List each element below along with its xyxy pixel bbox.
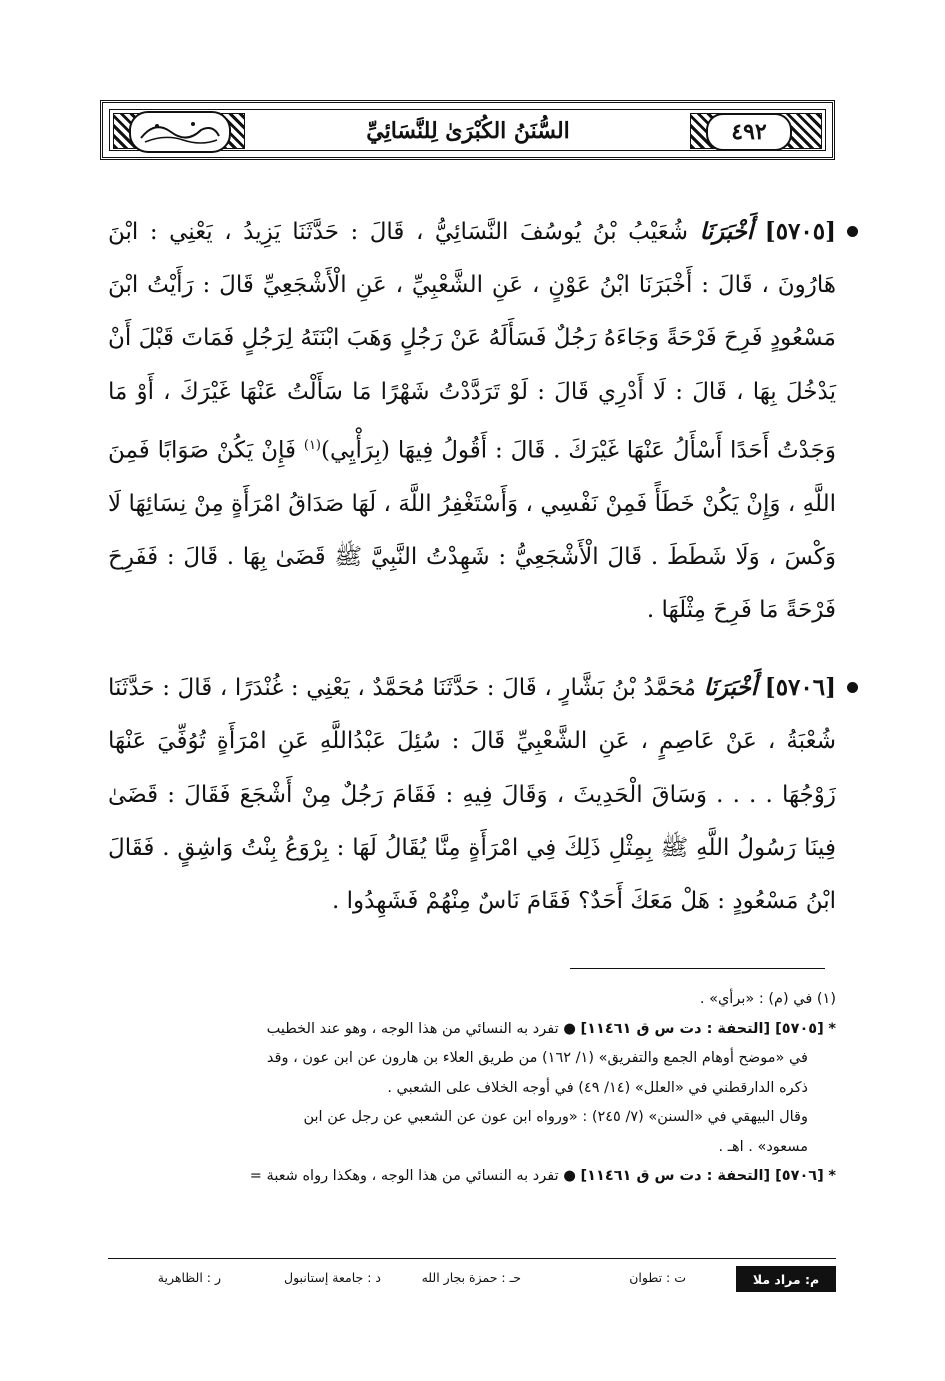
- tahqiq-5706-line1: [108, 1162, 836, 1192]
- footnotes: [108, 985, 836, 1192]
- main-text: [108, 205, 836, 928]
- hadith-text: شُعَيْبُ بْنُ يُوسُفَ النَّسَائِيُّ ، قَالَ : حَدَّثَنَا يَزِيدُ ، يَعْنِي : ابْنَ هَارُونَ ، قَالَ : أَخْبَرَنَا ابْنُ عَوْنٍ ، عَنِ الشَّعْبِيِّ ، عَنِ الْأَشْجَعِيِّ قَالَ : رَأَيْتُ ابْنَ مَسْعُودٍ فَرِحَ فَرْحَةً وَجَاءَهُ رَجُلٌ فَسَأَلَهُ عَنْ رَجُلٍ وَهَبَ ابْنَتَهُ لِرَجُلٍ فَمَاتَ قَبْلَ أَنْ يَدْخُلَ بِهَا ، قَالَ : لَا أَدْرِي قَالَ : لَوْ تَرَدَّدْتُ شَهْرًا مَا سَأَلْتُ عَنْهَا غَيْرَكَ ، أَوْ مَا وَجَدْتُ أَحَدًا أَسْأَلُ عَنْهَا غَيْرَكَ . قَالَ : أَقُولُ فِيهَا (بِرَأْيِي): [108, 219, 837, 464]
- legend-separator: [108, 1258, 836, 1259]
- hadith-number: [٥٧٠٦]: [764, 674, 836, 702]
- hadith-text: مُحَمَّدُ بْنُ بَشَّارٍ ، قَالَ : حَدَّثَنَا مُحَمَّدٌ ، يَعْنِي : غُنْدَرًا ، قَالَ : حَدَّثَنَا شُعْبَةُ ، عَنْ عَاصِمٍ ، عَنِ الشَّعْبِيِّ قَالَ : سُئِلَ عَبْدُاللَّهِ عَنِ امْرَأَةٍ تُوُفِّيَ عَنْهَا زَوْجُهَا . . . . وَسَاقَ الْحَدِيثَ ، وَقَالَ فِيهِ : فَقَامَ رَجُلٌ مِنْ أَشْجَعَ فَقَالَ : قَضَىٰ فِينَا رَسُولُ اللَّهِ ﷺ بِمِثْلِ ذَلِكَ فِي امْرَأَةٍ مِنَّا يُقَالُ لَهَا : بِرْوَعُ بِنْتُ وَاشِقٍ . فَقَالَ ابْنُ مَسْعُودٍ : هَلْ مَعَكَ أَحَدٌ؟ فَقَامَ نَاسٌ مِنْهُمْ فَشَهِدُوا .: [108, 675, 836, 915]
- tahqiq-5705-line1: [108, 1015, 836, 1045]
- legend-hamza: حـ : حمزة بجار الله: [421, 1270, 521, 1285]
- tahqiq-ref: [٥٧٠٥] [التحفة : دت س ق ١١٤٦١]: [580, 1020, 824, 1037]
- manuscript-legend: [108, 1266, 836, 1292]
- legend-zahiriyya: ر : الظاهرية: [157, 1270, 221, 1285]
- legend-tetouan: ت : تطوان: [629, 1270, 686, 1285]
- book-title: السُّنَنُ الكُبْرَىٰ لِلنَّسَائِيِّ: [366, 118, 570, 144]
- tahqiq-text: ● تفرد به النسائي من هذا الوجه ، وهو عند الخطيب: [266, 1020, 576, 1037]
- bullet-icon: [847, 226, 858, 237]
- akhbarana-word: أَخْبَرَنَا: [703, 674, 758, 702]
- variant-footnote: (١) في (م) : «برأي» .: [699, 991, 836, 1007]
- hadith-number: [٥٧٠٥]: [764, 218, 836, 245]
- tahqiq-5705-line2: في «موضح أوهام الجمع والتفريق» (١/ ١٦٢) من طريق العلاء بن هارون عن ابن عون ، وقد: [266, 1050, 808, 1066]
- footnote-separator: [570, 968, 825, 969]
- star-icon: *: [828, 1020, 836, 1037]
- hadith-5706: [108, 661, 836, 928]
- star-icon: *: [828, 1168, 836, 1184]
- akhbarana-word: أَخْبَرَنَا: [699, 218, 754, 245]
- tahqiq-5705-line5: مسعود» . اهـ .: [718, 1138, 808, 1155]
- book-emblem-icon: [129, 111, 231, 153]
- footnote-marker: (١): [303, 437, 321, 453]
- tahqiq-text: ● تفرد به النسائي من هذا الوجه ، وهكذا رواه شعبة =: [249, 1168, 576, 1184]
- bullet-icon: [847, 682, 858, 693]
- page-number: ٤٩٢: [706, 113, 792, 151]
- tahqiq-ref: [٥٧٠٦] [التحفة : دت س ق ١١٤٦١]: [580, 1168, 824, 1184]
- page-header: [100, 100, 835, 160]
- legend-badge-murad-molla: م: مراد ملا: [736, 1266, 836, 1292]
- legend-istanbul: د : جامعة إستانبول: [284, 1270, 381, 1285]
- hadith-text-continued: فَإِنْ يَكُنْ صَوَابًا فَمِنَ اللَّهِ ، وَإِنْ يَكُنْ خَطَأً فَمِنْ نَفْسِي ، وَأَسْتَغْفِرُ اللَّهَ ، لَهَا صَدَاقُ امْرَأَةٍ مِنْ نِسَائِهَا لَا وَكْسَ ، وَلَا شَطَطَ . قَالَ الْأَشْجَعِيُّ : شَهِدْتُ النَّبِيَّ ﷺ قَضَىٰ بِهَا . قَالَ : فَفَرِحَ فَرْحَةً مَا فَرِحَ مِثْلَهَا .: [108, 437, 836, 624]
- tahqiq-5705-line4: وقال البيهقي في «السنن» (٧/ ٢٤٥) : «ورواه ابن عون عن الشعبي عن رجل عن ابن: [303, 1109, 808, 1125]
- hadith-5705: [108, 205, 836, 637]
- tahqiq-5705-line3: ذكره الدارقطني في «العلل» (١٤/ ٤٩) في أوجه الخلاف على الشعبي .: [387, 1079, 808, 1096]
